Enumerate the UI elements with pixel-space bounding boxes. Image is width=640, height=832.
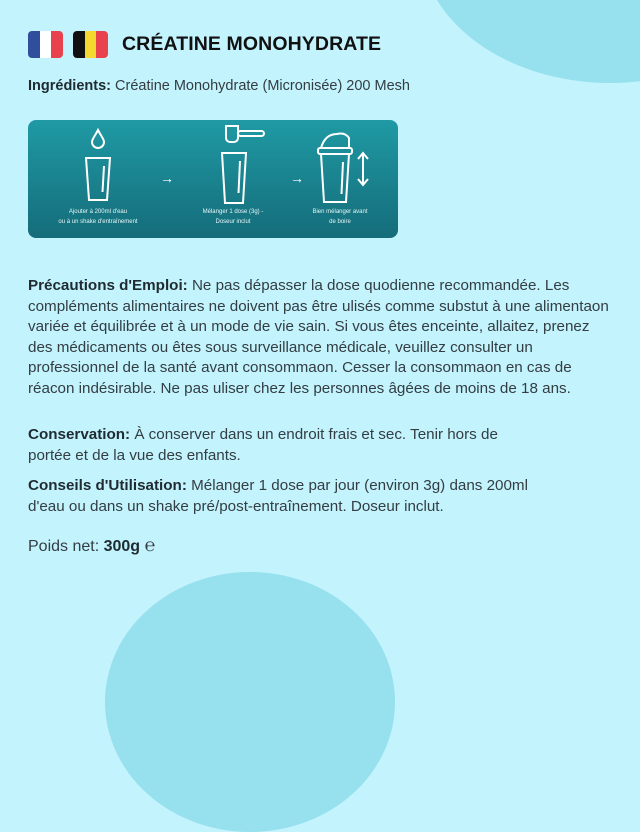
conservation-text: À conserver dans un endroit frais et sec. Tenir hors de portée et de la vue des enfants.: [28, 426, 498, 464]
ingredients-label: Ingrédients:: [28, 78, 111, 94]
france-flag-icon: [28, 31, 63, 58]
estimated-sign-icon: ℮: [144, 535, 156, 556]
glass-water-drop-icon: [83, 128, 113, 203]
precautions-text: Ne pas dépasser la dose quodienne recommandée. Les compléments alimentaires ne doivent pas être ulisés comme substut à une alimentaon variée et équilibrée et à un mode de vie sain. Si vous êtes enceinte, allaitez, prenez des médicaments ou êtes sous surveillance médicale, veuillez consulter un professionnel de la santé avant consommaon. Cesser la consommaon en cas de réacon indésirable. Ne pas uliser chez les personnes âgées de moins de 18 ans.: [28, 277, 609, 397]
precautions-label: Précautions d'Emploi:: [28, 277, 188, 294]
decorative-circle-top: [420, 0, 640, 83]
arrow-icon: →: [290, 170, 304, 186]
conseils-label: Conseils d'Utilisation:: [28, 477, 187, 494]
ingredients: [28, 76, 410, 96]
decorative-circle-bottom: [105, 572, 395, 832]
precautions: [28, 276, 618, 400]
belgium-flag-icon: [73, 31, 108, 58]
conservation-label: Conservation:: [28, 426, 131, 443]
net-weight-value: 300g: [103, 538, 141, 555]
conseils: [28, 476, 548, 517]
net-weight-label: Poids net:: [28, 538, 104, 555]
ingredients-text: Créatine Monohydrate (Micronisée) 200 Mesh: [110, 78, 410, 94]
step-2-text: Mélanger 1 dose (3g) - Doseur inclut: [202, 209, 264, 225]
conseils-text: Mélanger 1 dose par jour (environ 3g) dans 200ml d'eau ou dans un shake pré/post-entraînement. Doseur inclut.: [28, 477, 528, 515]
instructions-panel: [28, 120, 398, 238]
header: [28, 31, 381, 58]
net-weight: [28, 536, 618, 558]
conservation: [28, 425, 528, 466]
glass-scoop-icon: [218, 123, 278, 207]
arrow-icon: →: [160, 170, 174, 186]
step-1-text: Ajouter à 200ml d'eau ou à un shake d'entraînement: [58, 209, 138, 225]
step-3-text: Bien mélanger avant de boire: [312, 209, 368, 225]
product-title: CRÉATINE MONOHYDRATE: [122, 33, 382, 55]
shaker-icon: [313, 128, 373, 208]
